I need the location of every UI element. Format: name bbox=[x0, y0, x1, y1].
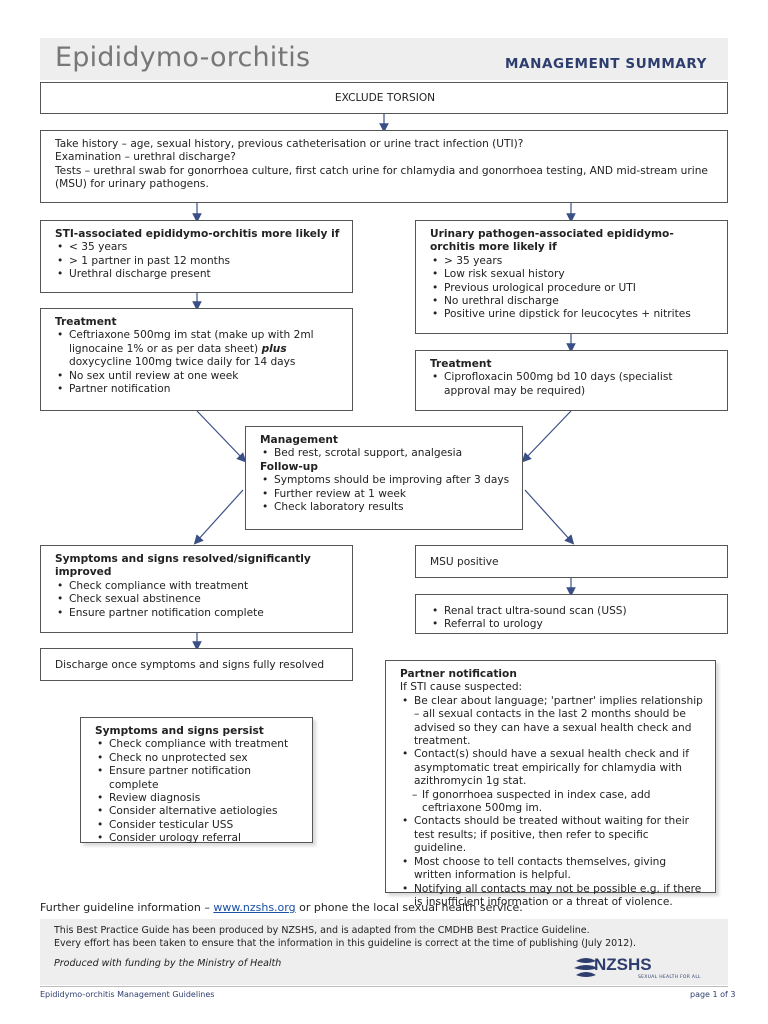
list-item: • Check compliance with treatment bbox=[95, 738, 300, 751]
list-item: • Review diagnosis bbox=[95, 792, 300, 805]
treatment-sti-heading: Treatment bbox=[55, 316, 117, 328]
list-item: • Further review at 1 week bbox=[260, 488, 510, 501]
partner-heading: Partner notification bbox=[400, 668, 517, 680]
history-line-2: Examination – urethral discharge? bbox=[55, 151, 236, 164]
treatment-sti-box bbox=[40, 308, 353, 411]
list-item: • Ciprofloxacin 500mg bd 10 days (specialist approval may be required) bbox=[430, 371, 715, 398]
followup-list bbox=[260, 474, 510, 514]
list-item: • Check compliance with treatment bbox=[55, 580, 340, 593]
credits-line-2: Every effort has been taken to ensure that the information in this guideline is correct at the time of publishing (July 2012). bbox=[54, 937, 637, 949]
msu-positive-text: MSU positive bbox=[430, 556, 499, 568]
list-item: • Low risk sexual history bbox=[430, 268, 715, 281]
arrow-treatment-left-to-management bbox=[197, 411, 243, 459]
list-item: • No sex until review at one week bbox=[55, 370, 340, 383]
list-item: – If gonorrhoea suspected in index case, add ceftriaxone 500mg im. bbox=[400, 789, 703, 816]
list-item: • Be clear about language; 'partner' implies relationship – all sexual contacts in the last 2 months should be advised so they can have a sexual health check and treatment. bbox=[400, 695, 703, 749]
msu-positive-box bbox=[415, 545, 728, 578]
further-info bbox=[40, 901, 523, 914]
list-item: • Partner notification bbox=[55, 383, 340, 396]
list-item: • Check laboratory results bbox=[260, 501, 510, 514]
list-item: • > 1 partner in past 12 months bbox=[55, 255, 340, 268]
exclude-torsion-text: EXCLUDE TORSION bbox=[334, 92, 436, 104]
plus-text: plus bbox=[261, 342, 287, 355]
management-box bbox=[245, 426, 523, 530]
persist-box bbox=[80, 717, 313, 843]
funding-text: Produced with funding by the Ministry of Health bbox=[54, 958, 282, 969]
list-item: • Consider alternative aetiologies bbox=[95, 805, 300, 818]
treatment-urinary-list bbox=[430, 371, 715, 398]
list-item: • Consider urology referral bbox=[95, 832, 300, 845]
nzshs-link[interactable]: www.nzshs.org bbox=[213, 901, 296, 914]
list-item: • Ensure partner notification complete bbox=[95, 765, 300, 792]
footer-rule bbox=[40, 986, 728, 987]
partner-intro: If STI cause suspected: bbox=[400, 681, 523, 694]
page-number: page 1 of 3 bbox=[690, 990, 736, 999]
list-item: • > 35 years bbox=[430, 255, 715, 268]
logo-tagline: SEXUAL HEALTH FOR ALL bbox=[638, 975, 701, 980]
management-list bbox=[260, 447, 510, 460]
resolved-box bbox=[40, 545, 353, 633]
ceftriaxone-text: Ceftriaxone 500mg im stat (make up with 2ml lignocaine 1% or as per data sheet) bbox=[69, 329, 314, 355]
treatment-sti-list bbox=[55, 329, 340, 396]
arrow-management-to-resolved bbox=[197, 490, 243, 541]
renal-referral-box bbox=[415, 594, 728, 634]
treatment-urinary-heading: Treatment bbox=[430, 358, 492, 370]
list-item: • Symptoms should be improving after 3 days bbox=[260, 474, 510, 487]
partner-notification-box bbox=[385, 660, 716, 908]
list-item: • Notifying all contacts may not be possible e.g. if there is insufficient information or a threat of violence. bbox=[400, 883, 703, 910]
list-item: • Referral to urology bbox=[430, 618, 715, 631]
list-item: • No urethral discharge bbox=[430, 295, 715, 308]
list-item: • < 35 years bbox=[55, 241, 340, 254]
list-item: • Positive urine dipstick for leucocytes + nitrites bbox=[430, 308, 715, 321]
doxycycline-text: doxycycline 100mg twice daily for 14 days bbox=[69, 356, 296, 369]
management-heading: Management bbox=[260, 434, 338, 446]
nzshs-logo bbox=[572, 955, 712, 983]
sti-heading: STI-associated epididymo-orchitis more likely if bbox=[55, 228, 340, 240]
list-item: • Contact(s) should have a sexual health check and if asymptomatic treat empirically for chlamydia with azithromycin 1g stat. bbox=[400, 748, 703, 788]
page-title: Epididymo-orchitis bbox=[55, 42, 311, 73]
discharge-text: Discharge once symptoms and signs fully resolved bbox=[55, 659, 325, 671]
discharge-box bbox=[40, 648, 353, 681]
resolved-list bbox=[55, 580, 340, 620]
logo-wordmark: NZSHS bbox=[594, 955, 652, 974]
footer-title: Epididymo-orchitis Management Guidelines bbox=[40, 990, 215, 999]
page-subtitle: MANAGEMENT SUMMARY bbox=[505, 56, 708, 72]
urinary-heading: Urinary pathogen-associated epididymo-orchitis more likely if bbox=[430, 228, 674, 254]
further-info-before: Further guideline information – bbox=[40, 901, 214, 914]
history-line-3: Tests – urethral swab for gonorrhoea culture, first catch urine for chlamydia and gonorrhoea testing, AND mid-stream urine (MSU) for urinary pathogens. bbox=[55, 164, 708, 191]
history-line-1: Take history – age, sexual history, previous catheterisation or urine tract infection (UTI)? bbox=[55, 138, 524, 150]
list-item: • Contacts should be treated without waiting for their test results; if positive, then refer to specific guideline. bbox=[400, 815, 703, 855]
persist-list bbox=[95, 738, 300, 845]
history-box bbox=[40, 130, 728, 203]
treatment-urinary-box bbox=[415, 350, 728, 411]
persist-heading: Symptoms and signs persist bbox=[95, 725, 264, 737]
renal-list bbox=[430, 605, 715, 632]
followup-heading: Follow-up bbox=[260, 460, 318, 473]
credits-line-1: This Best Practice Guide has been produced by NZSHS, and is adapted from the CMDHB Best Practice Guideline. bbox=[54, 925, 590, 936]
arrow-treatment-right-to-management bbox=[525, 411, 571, 459]
resolved-heading: Symptoms and signs resolved/significantly improved bbox=[55, 553, 311, 579]
list-item: • Check no unprotected sex bbox=[95, 752, 300, 765]
sti-list bbox=[55, 241, 340, 281]
list-item: • Urethral discharge present bbox=[55, 268, 340, 281]
list-item: • Most choose to tell contacts themselves, giving written information is helpful. bbox=[400, 856, 703, 883]
list-item: • Renal tract ultra-sound scan (USS) bbox=[430, 605, 715, 618]
urinary-likely-box bbox=[415, 220, 728, 334]
partner-list bbox=[400, 695, 703, 910]
further-info-after: or phone the local sexual health service. bbox=[295, 901, 523, 914]
exclude-torsion-box bbox=[40, 82, 728, 114]
list-item: • Ensure partner notification complete bbox=[55, 607, 340, 620]
list-item: • Bed rest, scrotal support, analgesia bbox=[260, 447, 510, 460]
sti-likely-box bbox=[40, 220, 353, 293]
list-item: • Consider testicular USS bbox=[95, 819, 300, 832]
urinary-list bbox=[430, 255, 715, 322]
list-item: • Check sexual abstinence bbox=[55, 593, 340, 606]
list-item bbox=[55, 329, 340, 369]
arrow-management-to-msu bbox=[525, 490, 571, 541]
list-item: • Previous urological procedure or UTI bbox=[430, 282, 715, 295]
